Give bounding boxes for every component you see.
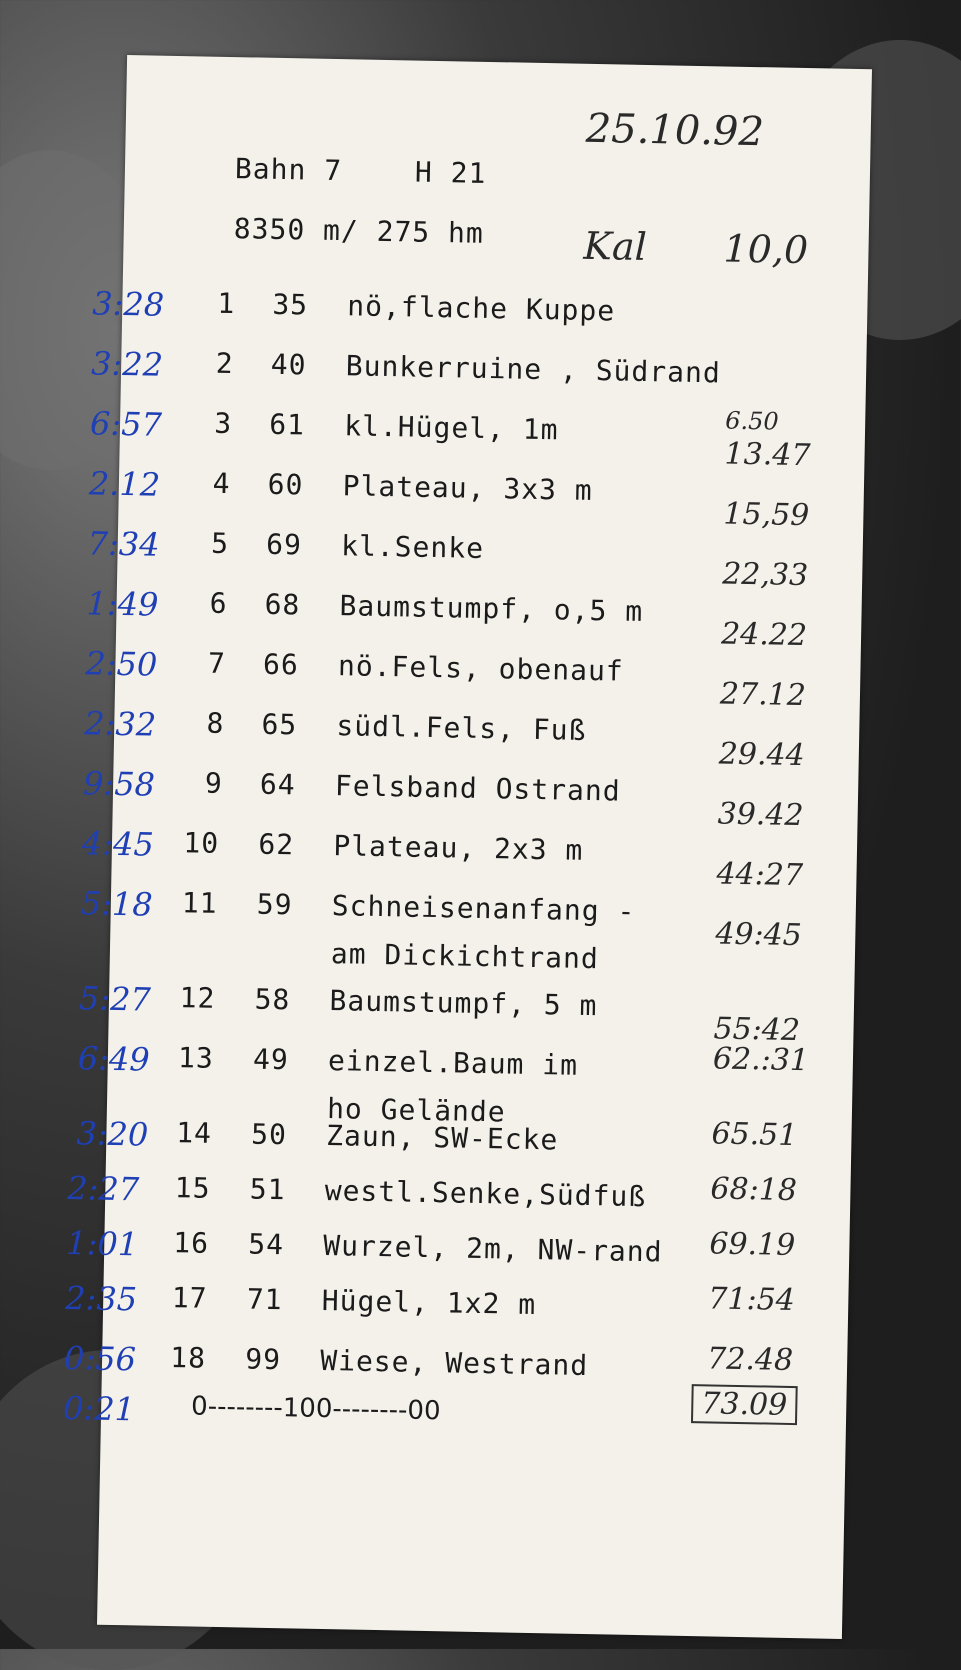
split-time: 1:01 <box>65 1224 139 1264</box>
cumulative-time: 68:18 <box>710 1171 798 1209</box>
date-note: 25.10.92 <box>585 105 765 156</box>
split-time: 0:56 <box>63 1339 137 1379</box>
control-code: 35 <box>272 287 309 322</box>
control-number: 18 <box>170 1341 207 1375</box>
control-description: Baumstumpf, 5 m <box>329 984 598 1023</box>
split-time: 1:49 <box>86 584 159 624</box>
control-description: südl.Fels, Fuß <box>336 709 587 747</box>
control-number: 9 <box>204 766 224 800</box>
split-time: 2:50 <box>85 644 158 684</box>
control-number: 17 <box>171 1281 208 1315</box>
split-time: 3:20 <box>76 1114 149 1154</box>
split-time: 3:22 <box>90 344 164 384</box>
cumulative-time: 39.42 <box>717 796 804 834</box>
split-time: 2:27 <box>67 1169 140 1209</box>
split-time: 2:35 <box>64 1279 138 1319</box>
control-number: 13 <box>177 1041 215 1075</box>
cumulative-time: 72.48 <box>706 1341 794 1379</box>
control-code: 60 <box>267 467 304 502</box>
control-code: 40 <box>270 347 307 382</box>
split-time: 7:34 <box>87 524 160 564</box>
control-code: 68 <box>264 587 301 622</box>
control-description: Schneisenanfang - <box>331 889 636 928</box>
split-time: 9:58 <box>82 764 156 804</box>
control-code: 71 <box>246 1282 283 1317</box>
control-number: 16 <box>173 1226 210 1260</box>
control-description: nö.Fels, obenauf <box>337 649 625 688</box>
cumulative-time: 22,33 <box>721 556 809 594</box>
control-description-cont: ho Gelände <box>326 1092 506 1129</box>
control-description: Zaun, SW-Ecke <box>325 1119 559 1157</box>
control-description: Wiese, Westrand <box>319 1343 589 1383</box>
control-description: Felsband Ostrand <box>334 769 621 808</box>
control-description: Plateau, 2x3 m <box>333 829 584 867</box>
category-label: H 21 <box>414 155 487 190</box>
control-number: 6 <box>209 586 228 621</box>
control-description: nö,flache Kuppe <box>347 289 616 328</box>
control-code: 99 <box>244 1342 282 1377</box>
total-time: 73.09 <box>691 1384 798 1425</box>
control-description: Wurzel, 2m, NW-rand <box>323 1228 663 1269</box>
course-length: 8350 m/ 275 hm <box>233 212 485 250</box>
split-time: 3:28 <box>91 284 165 324</box>
control-code: 61 <box>268 407 306 442</box>
control-card <box>62 55 872 1639</box>
control-number: 5 <box>210 526 230 561</box>
split-time: 6:57 <box>89 404 163 444</box>
cumulative-time: 69.19 <box>709 1226 796 1264</box>
split-time: 5:27 <box>78 979 152 1019</box>
control-description: westl.Senke,Südfuß <box>324 1173 647 1214</box>
split-time: 6:49 <box>77 1039 151 1079</box>
finish-line: 0--------100--------00 <box>190 1391 441 1427</box>
cumulative-time: 6.50 <box>724 406 779 436</box>
finish-split: 0:21 <box>62 1389 136 1429</box>
control-description: kl.Senke <box>340 529 485 565</box>
control-code: 59 <box>256 887 293 922</box>
cumulative-time: 24.22 <box>720 616 808 654</box>
control-code: 64 <box>259 767 296 802</box>
control-number: 3 <box>213 406 233 441</box>
split-time: 2.12 <box>88 464 161 504</box>
cumulative-time: 49:45 <box>715 916 803 954</box>
control-code: 49 <box>252 1042 290 1077</box>
control-number: 11 <box>181 886 218 920</box>
control-code: 65 <box>261 707 298 742</box>
cumulative-time: 44:27 <box>716 856 804 894</box>
cumulative-time: 29.44 <box>718 736 806 774</box>
cumulative-time: 13.47 <box>724 436 811 474</box>
control-number: 2 <box>215 346 235 381</box>
control-description: Baumstumpf, o,5 m <box>339 589 644 628</box>
cumulative-time: 55:42 <box>713 1011 801 1049</box>
control-description: Hügel, 1x2 m <box>321 1283 537 1322</box>
control-code: 58 <box>254 982 291 1017</box>
split-time: 2:32 <box>83 704 157 744</box>
control-code: 62 <box>258 827 295 862</box>
split-time: 5:18 <box>80 884 154 924</box>
control-description: kl.Hügel, 1m <box>343 409 559 447</box>
kal-label: Kal <box>583 223 648 270</box>
split-time: 4:45 <box>81 824 155 864</box>
cumulative-time: 15,59 <box>723 496 810 534</box>
control-number: 1 <box>217 286 236 321</box>
cumulative-time: 62.:31 <box>712 1041 810 1079</box>
control-description-cont: am Dickichtrand <box>330 937 600 976</box>
control-code: 54 <box>248 1227 285 1262</box>
control-number: 10 <box>183 826 220 860</box>
control-number: 14 <box>175 1116 213 1150</box>
kal-value: 10,0 <box>723 226 809 273</box>
control-description: einzel.Baum im <box>327 1044 579 1082</box>
control-code: 51 <box>249 1172 286 1207</box>
cumulative-time: 65.51 <box>711 1116 798 1154</box>
control-number: 12 <box>179 981 216 1015</box>
control-description: Bunkerruine , Südrand <box>345 349 722 390</box>
course-label: Bahn 7 <box>234 152 343 188</box>
control-code: 50 <box>250 1117 288 1152</box>
control-number: 8 <box>206 706 225 740</box>
control-number: 4 <box>212 466 231 501</box>
cumulative-time: 71:54 <box>708 1281 796 1319</box>
control-number: 15 <box>174 1171 211 1205</box>
control-number: 7 <box>207 646 227 680</box>
cumulative-time: 27.12 <box>719 676 807 714</box>
control-code: 66 <box>262 647 300 682</box>
control-code: 69 <box>265 527 303 562</box>
control-description: Plateau, 3x3 m <box>342 469 593 508</box>
